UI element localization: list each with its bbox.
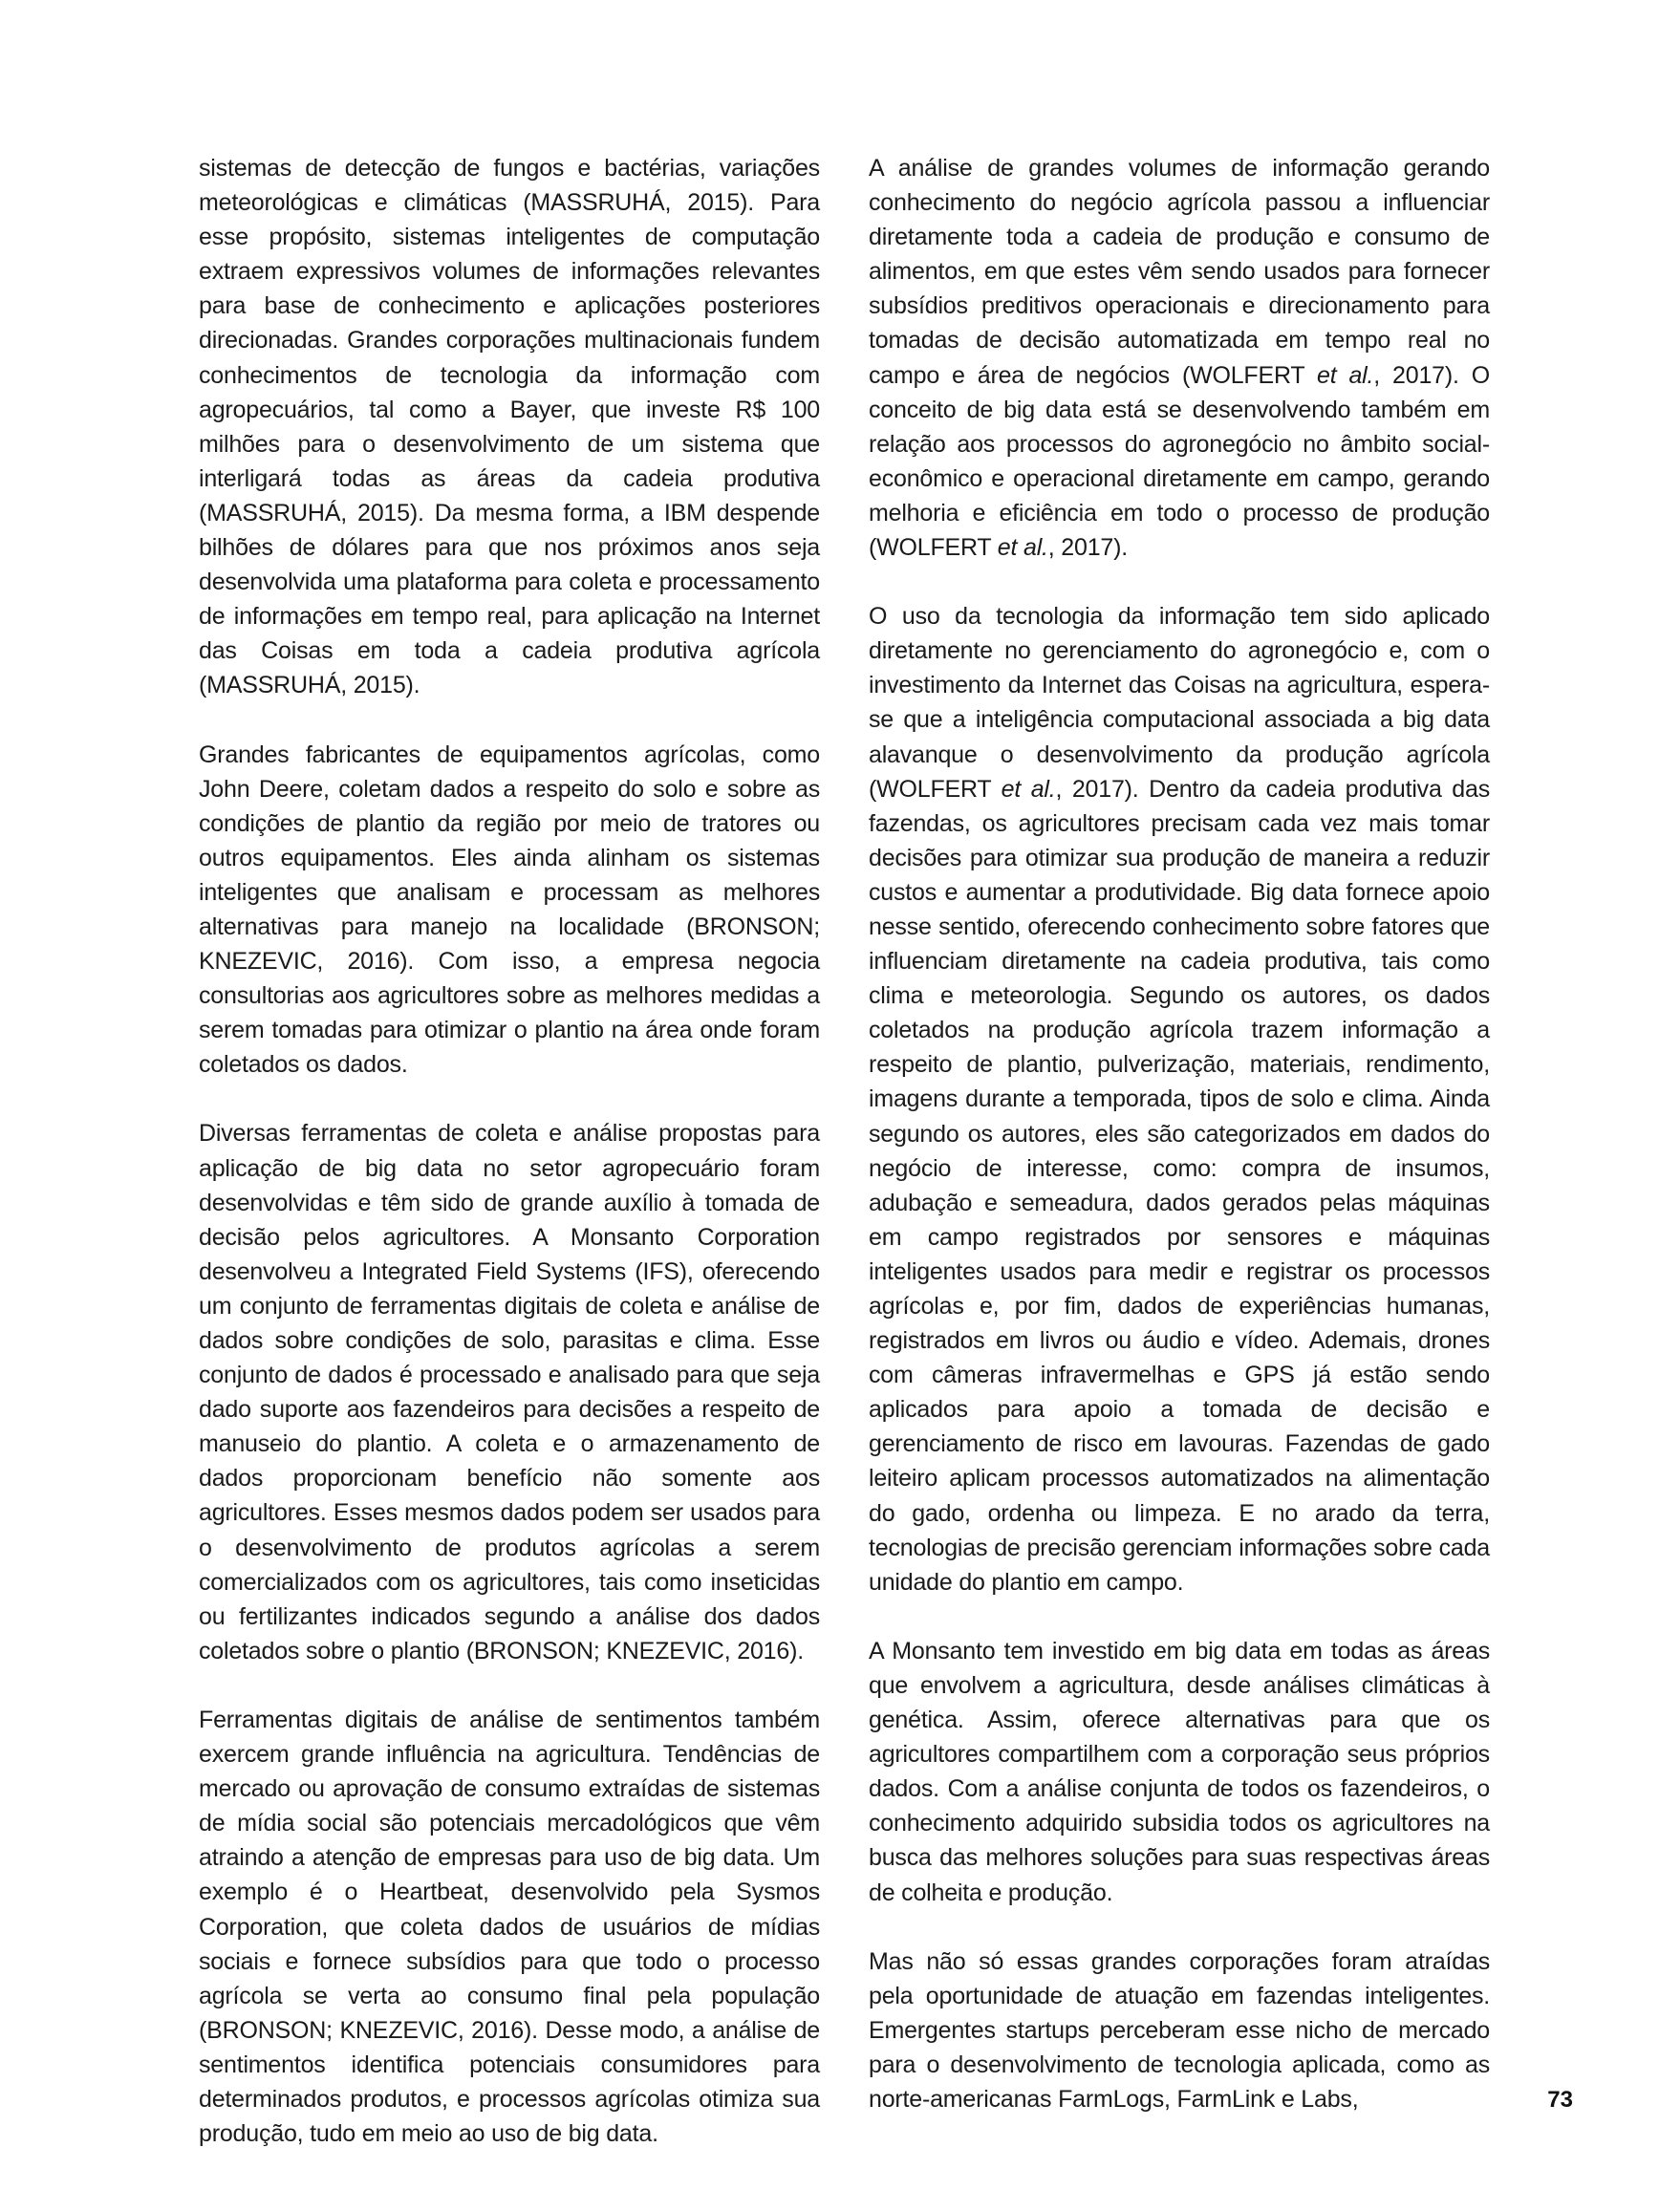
text-run: , 2017). Dentro da cadeia produtiva das fazendas, os agricultores precisam cada vez mais tomar decisões para otimizar sua produção de maneira a reduzir custos e aumentar a produtividade. Big data fornece apoio nesse sentido, oferecendo conhecimento sobre fatores que influenciam diretamente na cadeia produtiva, tais como clima e meteorologia. Segundo os autores, os dados coletados na produção agrícola trazem informação a respeito de plantio, pulverização, materiais, rendimento, imagens durante a temporada, tipos de solo e clima. Ainda segundo os autores, eles são categorizados em dados do negócio de interesse, como: compra de insumos, adubação e semeadura, dados gerados pelas máquinas em campo registrados por sensores e máquinas inteligentes usados para medir e registrar os processos agrícolas e, por fim, dados de experiências humanas, registrados em livros ou áudio e vídeo. Ademais, drones com câmeras infravermelhas e GPS já estão sendo aplicados para apoio a tomada de decisão e gerenciamento de risco em lavouras. Fazendas de gado leiteiro aplicam processos automatizados na alimentação do gado, ordenha ou limpeza. E no arado da terra, tecnologias de precisão gerenciam informações sobre cada unidade do plantio em campo. [869, 775, 1490, 1596]
right-column [869, 151, 1490, 2151]
text-run: , 2017). O conceito de big data está se desenvolvendo também em relação aos processos do agronegócio no âmbito social-econômico e operacional diretamente em campo, gerando melhoria e eficiência em todo o processo de produção (WOLFERT [869, 361, 1491, 562]
left-column [199, 151, 820, 2185]
italic-text: et al. [997, 534, 1048, 562]
paragraph: Diversas ferramentas de coleta e análise propostas para aplicação de big data no setor agropecuário foram desenvolvidas e têm sido de grande auxílio à tomada de decisão pelos agricultores. A Monsanto Corporation desenvolveu a Integrated Field Systems (IFS), oferecendo um conjunto de ferramentas digitais de coleta e análise de dados sobre condições de solo, parasitas e clima. Esse conjunto de dados é processado e analisado para que seja dado suporte aos fazendeiros para decisões a respeito de manuseio do plantio. A coleta e o armazenamento de dados proporcionam benefício não somente aos agricultores. Esses mesmos dados podem ser usados para o desenvolvimento de produtos agrícolas a serem comercializados com os agricultores, tais como inseticidas ou fertilizantes indicados segundo a análise dos dados coletados sobre o plantio (BRONSON; KNEZEVIC, 2016). [199, 1120, 820, 1664]
paragraph: Ferramentas digitais de análise de sentimentos também exercem grande influência na agricultura. Tendências de mercado ou aprovação de consumo extraídas de sistemas de mídia social são potenciais mercadológicos que vêm atraindo a atenção de empresas para uso de big data. Um exemplo é o Heartbeat, desenvolvido pela Sysmos Corporation, que coleta dados de usuários de mídias sociais e fornece subsídios para que todo o processo agrícola se verta ao consumo final pela população (BRONSON; KNEZEVIC, 2016). Desse modo, a análise de sentimentos identifica potenciais consumidores para determinados produtos, e processos agrícolas otimiza sua produção, tudo em meio ao uso de big data. [199, 1706, 820, 2148]
paragraph: Grandes fabricantes de equipamentos agrícolas, como John Deere, coletam dados a respeito do solo e sobre as condições de plantio da região por meio de tratores ou outros equipamentos. Eles ainda alinham os sistemas inteligentes que analisam e processam as melhores alternativas para manejo na localidade (BRONSON; KNEZEVIC, 2016). Com isso, a empresa negocia consultorias aos agricultores sobre as melhores medidas a serem tomadas para otimizar o plantio na área onde foram coletados os dados. [199, 741, 820, 1079]
text-run: O uso da tecnologia da informação tem sido aplicado diretamente no gerenciamento do agronegócio e, com o investimento da Internet das Coisas na agricultura, espera-se que a inteligência computacional associada a big data alavanque o desenvolvimento da produção agrícola (WOLFERT [869, 603, 1490, 803]
page-number: 73 [1547, 2087, 1573, 2113]
paragraph [869, 151, 1490, 565]
text-run: A análise de grandes volumes de informação gerando conhecimento do negócio agrícola passou a influenciar diretamente toda a cadeia de produção e consumo de alimentos, em que estes vêm sendo usados para fornecer subsídios preditivos operacionais e direcionamento para tomadas de decisão automatizada em tempo real no campo e área de negócios (WOLFERT [869, 155, 1490, 389]
text-run: , 2017). [1047, 534, 1128, 562]
paragraph: sistemas de detecção de fungos e bactérias, variações meteorológicas e climáticas (MASSRUHÁ, 2015). Para esse propósito, sistemas inteligentes de computação extraem expressivos volumes de informações relevantes para base de conhecimento e aplicações posteriores direcionadas. Grandes corporações multinacionais fundem conhecimentos de tecnologia da informação com agropecuários, tal como a Bayer, que investe R$ 100 milhões para o desenvolvimento de um sistema que interligará todas as áreas da cadeia produtiva (MASSRUHÁ, 2015). Da mesma forma, a IBM despende bilhões de dólares para que nos próximos anos seja desenvolvida uma plataforma para coleta e processamento de informações em tempo real, para aplicação na Internet das Coisas em toda a cadeia produtiva agrícola (MASSRUHÁ, 2015). [199, 155, 820, 699]
paragraph [869, 599, 1490, 1600]
paragraph: A Monsanto tem investido em big data em todas as áreas que envolvem a agricultura, desde análises climáticas à genética. Assim, oferece alternativas para que os agricultores compartilhem com a corporação seus próprios dados. Com a análise conjunta de todos os fazendeiros, o conhecimento adquirido subsidia todos os agricultores na busca das melhores soluções para suas respectivas áreas de colheita e produção. [869, 1637, 1490, 1906]
italic-text: et al. [1317, 361, 1374, 389]
paragraph: Mas não só essas grandes corporações foram atraídas pela oportunidade de atuação em fazendas inteligentes. Emergentes startups perceberam esse nicho de mercado para o desenvolvimento de tecnologia aplicada, como as norte-americanas FarmLogs, FarmLink e Labs, [869, 1947, 1490, 2113]
italic-text: et al. [1001, 775, 1056, 803]
